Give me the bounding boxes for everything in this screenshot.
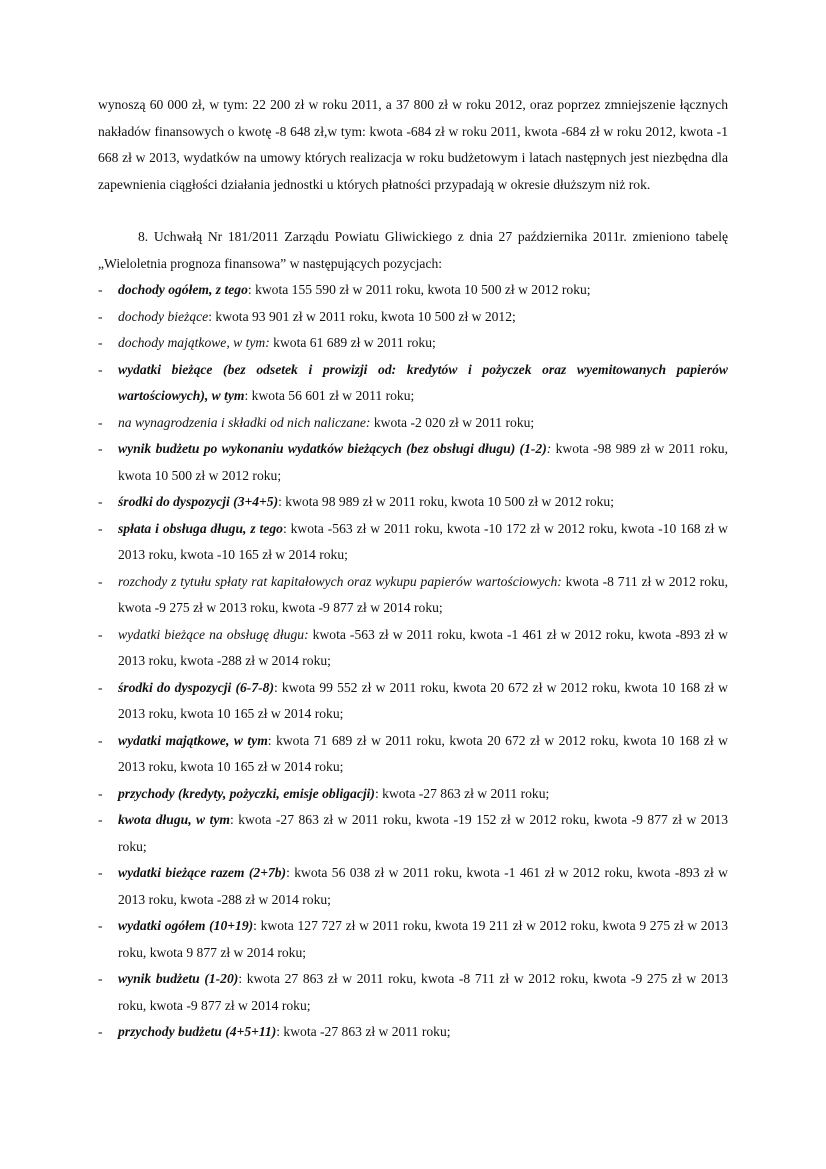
item-text: : kwota 155 590 zł w 2011 roku, kwota 10 500 zł w 2012 roku;: [247, 282, 591, 297]
paragraph-gap: [98, 198, 728, 224]
item-text: : kwota 56 601 zł w 2011 roku;: [244, 388, 415, 403]
item-term: przychody budżetu (4+5+11): [118, 1024, 277, 1039]
dash-bullet: -: [98, 971, 103, 986]
item-text: kwota -2 020 zł w 2011 roku;: [370, 414, 535, 430]
list-item: [98, 807, 728, 860]
list-item: [98, 569, 728, 622]
item-term: wynik budżetu po wykonaniu wydatków bieżących (bez obsługi długu) (1-2): [118, 441, 547, 456]
dash-bullet: -: [98, 573, 103, 589]
list-item: [98, 489, 728, 516]
item-text: : kwota -27 863 zł w 2011 roku;: [276, 1024, 451, 1039]
item-term: środki do dyspozycji (3+4+5): [118, 494, 279, 509]
item-term: środki do dyspozycji (6-7-8): [118, 679, 274, 695]
dash-bullet: -: [98, 282, 103, 297]
dash-bullet: -: [98, 785, 103, 801]
dash-bullet: -: [98, 679, 103, 695]
item-term: wydatki bieżące razem (2+7b): [118, 865, 287, 880]
list-item: [98, 622, 728, 675]
change-list: [98, 277, 728, 1046]
item-text: : kwota -27 863 zł w 2011 roku, kwota -19 152 zł w 2012 roku, kwota -9 877 zł w 2013 roku;: [118, 812, 728, 854]
intro-paragraph: [98, 92, 728, 198]
item-term: wydatki majątkowe, w tym: [118, 732, 268, 748]
dash-bullet: -: [98, 494, 103, 509]
section-8-line: zmieniono tabelę „Wieloletnia prognoza finansowa” w następujących pozycjach:: [98, 229, 728, 271]
dash-bullet: -: [98, 865, 103, 880]
dash-bullet: -: [98, 441, 103, 456]
list-item: [98, 728, 728, 781]
item-text: : kwota 127 727 zł w 2011 roku, kwota 19 211 zł w 2012 roku, kwota 9 275 zł w 2013 roku, kwota 9 877 zł w 2014 roku;: [118, 918, 728, 960]
dash-bullet: -: [98, 520, 103, 536]
list-item: [98, 516, 728, 569]
list-item: [98, 966, 728, 1019]
item-term: kwota długu, w tym: [118, 812, 230, 827]
item-text: : kwota 56 038 zł w 2011 roku, kwota -1 461 zł w 2012 roku, kwota -893 zł w 2013 roku, kwota -288 zł w 2014 roku;: [118, 865, 728, 907]
dash-bullet: -: [98, 812, 103, 827]
dash-bullet: -: [98, 1024, 103, 1039]
list-item: [98, 277, 728, 304]
intro-line: u których płatności przypadają w okresie dłuższym niż rok.: [326, 176, 651, 192]
dash-bullet: -: [98, 918, 103, 933]
item-text: kwota -8 711 zł w 2012 roku, kwota -9 275 zł w 2013 roku, kwota -9 877 zł w 2014 roku;: [118, 573, 728, 615]
section-8-line: 8. Uchwałą Nr 181/2011 Zarządu Powiatu Gliwickiego z dnia 27 października 2011r.: [138, 229, 627, 244]
item-term: wydatki bieżące na obsługę długu:: [118, 626, 309, 642]
dash-bullet: -: [98, 732, 103, 748]
item-text: kwota -98 989 zł w 2011 roku, kwota 10 500 zł w 2012 roku;: [118, 441, 728, 483]
item-text: : kwota 93 901 zł w 2011 roku, kwota 10 500 zł w 2012;: [208, 308, 516, 324]
item-term: wynik budżetu (1-20): [118, 971, 239, 986]
item-term: na wynagrodzenia i składki od nich naliczane:: [118, 414, 371, 430]
item-term: spłata i obsługa długu, z tego: [118, 520, 283, 536]
dash-bullet: -: [98, 626, 103, 642]
item-term: dochody ogółem, z tego: [118, 282, 248, 297]
list-item: [98, 330, 728, 357]
intro-line: zmniejszenie łącznych nakładów finansowych o kwotę -8 648 zł,w tym: kwota -684 zł w roku 2011,: [98, 97, 728, 139]
document-page: [98, 92, 728, 1046]
list-item: [98, 675, 728, 728]
intro-line: budżetowym i latach następnych jest niezbędna dla zapewnienia ciągłości działania jednostki: [98, 150, 728, 192]
item-term: dochody bieżące: [118, 308, 209, 324]
dash-bullet: -: [98, 308, 103, 324]
list-item: [98, 436, 728, 489]
item-text: : kwota 99 552 zł w 2011 roku, kwota 20 672 zł w 2012 roku, kwota 10 168 zł w 2013 roku, kwota 10 165 zł w 2014 roku;: [118, 679, 728, 721]
item-term: rozchody z tytułu spłaty rat kapitałowych oraz wykupu papierów wartościowych:: [118, 573, 562, 589]
item-term: wydatki ogółem (10+19): [118, 918, 254, 933]
item-term: wydatki bieżące (bez odsetek i prowizji od: kredytów i pożyczek oraz wyemitowanych papierów wartościowych), w tym: [118, 361, 728, 403]
section-8-heading: [98, 224, 728, 277]
list-item: [98, 781, 728, 808]
item-term: przychody (kredyty, pożyczki, emisje obligacji): [118, 785, 375, 801]
item-text: : kwota -563 zł w 2011 roku, kwota -10 172 zł w 2012 roku, kwota -10 168 zł w 2013 roku, kwota -10 165 zł w 2014 roku;: [118, 520, 728, 562]
list-item: [98, 410, 728, 437]
list-item: [98, 1019, 728, 1046]
item-text: kwota 61 689 zł w 2011 roku;: [269, 335, 436, 350]
item-text: kwota -563 zł w 2011 roku, kwota -1 461 zł w 2012 roku, kwota -893 zł w 2013 roku, kwota -288 zł w 2014 roku;: [118, 626, 728, 668]
item-text: : kwota 27 863 zł w 2011 roku, kwota -8 711 zł w 2012 roku, kwota -9 275 zł w 2013 roku, kwota -9 877 zł w 2014 roku;: [118, 971, 729, 1013]
item-text: : kwota -27 863 zł w 2011 roku;: [374, 785, 550, 801]
item-colon: :: [546, 441, 552, 456]
intro-line: kwota -684 zł w roku 2012, kwota -1 668 zł w 2013, wydatków na umowy których realizacja w roku: [98, 123, 728, 165]
dash-bullet: -: [98, 414, 103, 430]
list-item: [98, 860, 728, 913]
intro-line: wynoszą 60 000 zł, w tym: 22 200 zł w roku 2011, a 37 800 zł w roku 2012, oraz poprzez: [98, 97, 601, 112]
list-item: [98, 357, 728, 410]
item-term: dochody majątkowe, w tym:: [118, 335, 270, 350]
item-text: : kwota 71 689 zł w 2011 roku, kwota 20 672 zł w 2012 roku, kwota 10 168 zł w 2013 roku, kwota 10 165 zł w 2014 roku;: [118, 732, 728, 774]
list-item: [98, 304, 728, 331]
dash-bullet: -: [98, 361, 103, 377]
dash-bullet: -: [98, 335, 103, 350]
list-item: [98, 913, 728, 966]
item-text: : kwota 98 989 zł w 2011 roku, kwota 10 500 zł w 2012 roku;: [278, 494, 615, 509]
